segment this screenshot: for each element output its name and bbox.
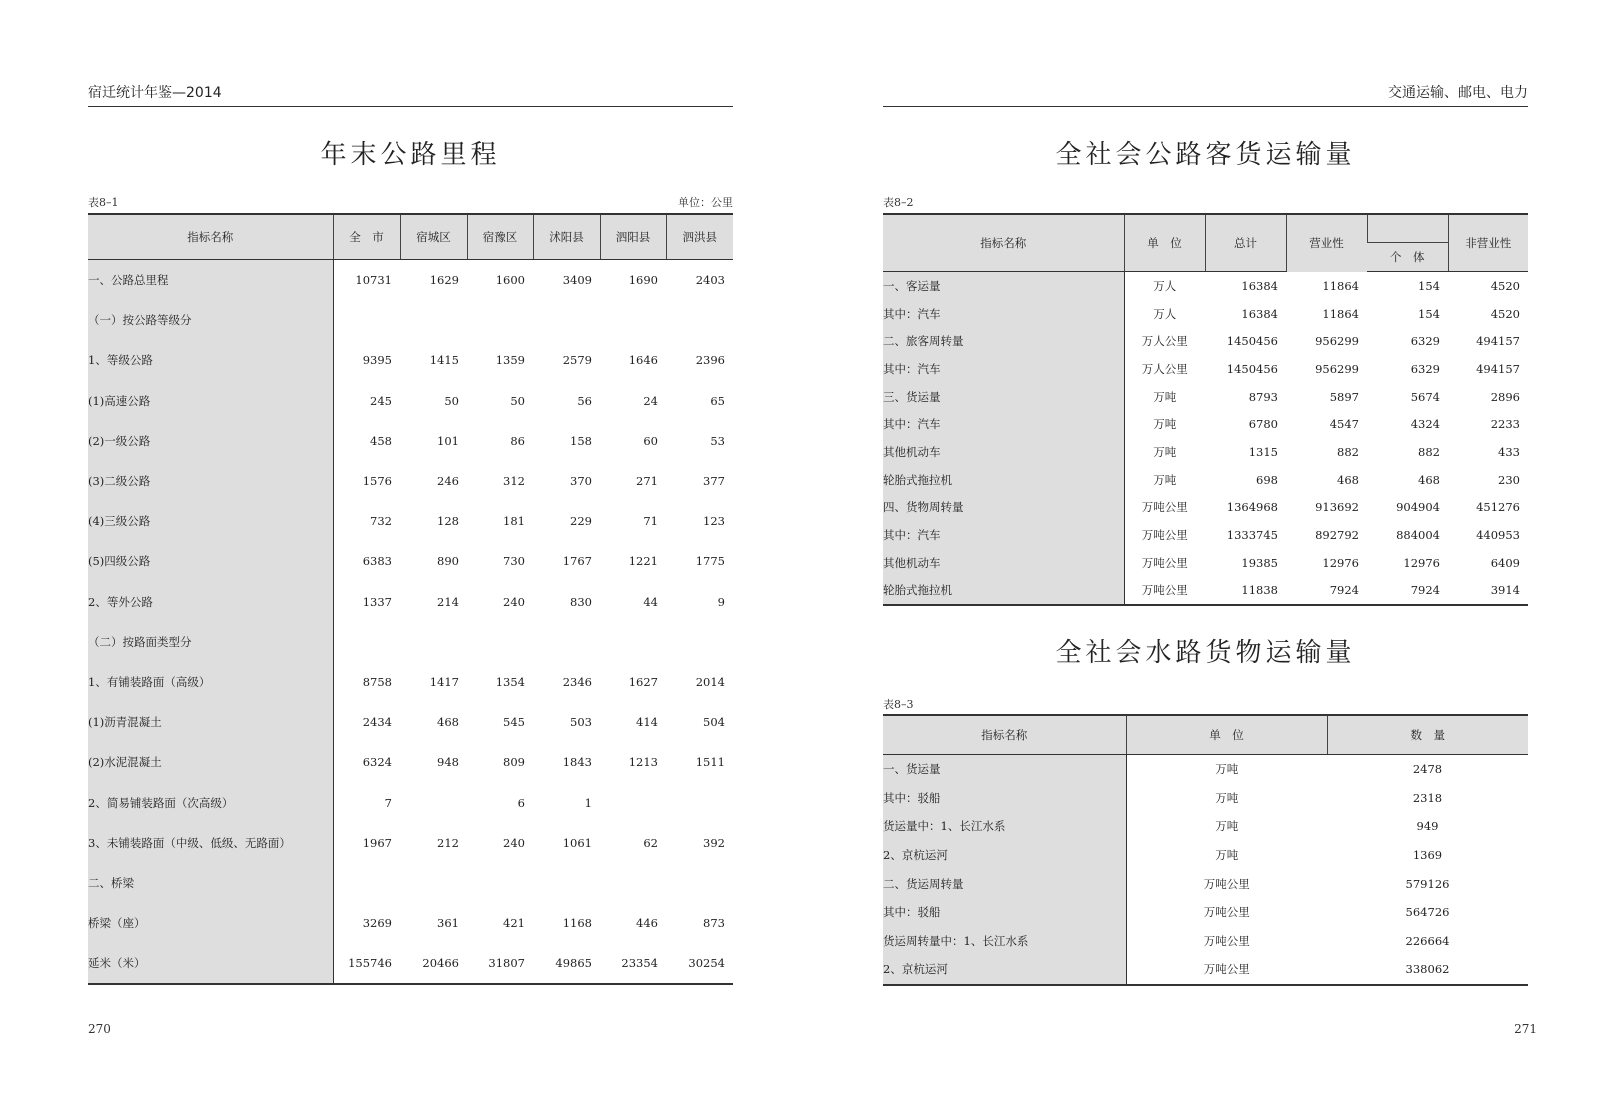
table-id-8-2: 表8–2 <box>883 196 914 209</box>
table-row <box>88 943 733 984</box>
cell-value: 30254 <box>688 956 725 971</box>
cell-value <box>666 782 733 822</box>
cell-value: 377 <box>703 474 725 489</box>
row-label: (4)三级公路 <box>88 501 333 541</box>
cell-value: 86 <box>510 433 525 448</box>
cell-value: 545 <box>503 715 525 730</box>
table-row <box>88 863 733 903</box>
row-label: 四、货物周转量 <box>883 494 1124 522</box>
cell-value: 3914 <box>1490 583 1520 598</box>
cell-value: 451276 <box>1476 500 1520 515</box>
row-label: 三、货运量 <box>883 383 1124 411</box>
table-row <box>883 755 1528 784</box>
table-row <box>88 541 733 581</box>
cell-value: 494157 <box>1476 334 1520 349</box>
cell-value: 9395 <box>362 353 392 368</box>
cell-unit: 万吨 <box>1153 389 1177 404</box>
cell-value: 698 <box>1256 472 1278 487</box>
table-row <box>883 577 1528 606</box>
page-number-left: 270 <box>88 1022 111 1036</box>
table-row <box>88 461 733 501</box>
page-title-road-transport: 全社会公路客货运输量 <box>1055 140 1356 170</box>
cell-unit: 万吨公里 <box>1141 583 1188 598</box>
cell-value: 24 <box>643 393 658 408</box>
cell-value: 873 <box>703 916 725 931</box>
cell-value: 730 <box>503 554 525 569</box>
cell-value: 31807 <box>488 956 525 971</box>
cell-unit: 万吨 <box>1215 762 1239 777</box>
cell-unit: 万吨 <box>1153 417 1177 432</box>
cell-value: 892792 <box>1315 528 1359 543</box>
table-row <box>88 300 733 340</box>
cell-value: 1415 <box>429 353 459 368</box>
table-row <box>88 260 733 301</box>
cell-value: 230 <box>1498 472 1520 487</box>
table-row <box>883 869 1528 898</box>
cell-value: 913692 <box>1315 500 1359 515</box>
cell-value <box>400 622 467 662</box>
header-blank <box>1367 214 1448 243</box>
cell-value: 433 <box>1498 444 1520 459</box>
cell-value: 1450456 <box>1226 361 1278 376</box>
cell-value: 11838 <box>1241 583 1278 598</box>
cell-value: 1450456 <box>1226 334 1278 349</box>
road-mileage-table <box>88 213 733 985</box>
cell-value: 2403 <box>695 273 725 288</box>
cell-unit: 万人公里 <box>1141 361 1188 376</box>
cell-unit: 万吨公里 <box>1203 962 1250 977</box>
table-row <box>883 355 1528 383</box>
cell-unit: 万吨公里 <box>1203 905 1250 920</box>
header-sucheng: 宿城区 <box>400 214 467 260</box>
cell-unit: 万吨公里 <box>1141 555 1188 570</box>
cell-value: 1576 <box>362 474 392 489</box>
table-row <box>88 622 733 662</box>
cell-value: 246 <box>437 474 459 489</box>
row-label: 2、京杭运河 <box>883 955 1126 985</box>
row-label: 1、等级公路 <box>88 340 333 380</box>
cell-value: 882 <box>1337 444 1359 459</box>
cell-unit: 万吨 <box>1153 472 1177 487</box>
cell-value: 7924 <box>1410 583 1440 598</box>
cell-value <box>400 863 467 903</box>
cell-value: 154 <box>1418 306 1440 321</box>
table-row <box>883 927 1528 956</box>
cell-value: 3409 <box>562 273 592 288</box>
cell-value: 1213 <box>628 755 658 770</box>
cell-value: 1775 <box>695 554 725 569</box>
row-label: 轮胎式拖拉机 <box>883 577 1124 606</box>
cell-value: 4520 <box>1490 306 1520 321</box>
cell-value: 53 <box>710 433 725 448</box>
cell-value: 1369 <box>1412 848 1443 863</box>
cell-value: 1061 <box>562 835 592 850</box>
cell-value: 60 <box>643 433 658 448</box>
table-row <box>883 955 1528 985</box>
header-commercial: 营业性 <box>1286 214 1367 272</box>
table-row <box>88 501 733 541</box>
cell-value: 458 <box>370 433 392 448</box>
row-label: 其中：汽车 <box>883 521 1124 549</box>
cell-value: 956299 <box>1315 334 1359 349</box>
cell-value: 271 <box>636 474 658 489</box>
cell-value <box>533 300 600 340</box>
cell-value: 468 <box>1418 472 1440 487</box>
row-label: 其他机动车 <box>883 438 1124 466</box>
cell-value: 101 <box>437 433 459 448</box>
row-label: 二、货运周转量 <box>883 869 1126 898</box>
row-label: 其中：驳船 <box>883 898 1126 927</box>
cell-value: 1600 <box>495 273 525 288</box>
cell-value: 1629 <box>429 273 459 288</box>
header-shuyang: 沭阳县 <box>533 214 600 260</box>
row-label: 延米（米） <box>88 943 333 984</box>
cell-value: 1337 <box>362 594 392 609</box>
row-label: 2、等外公路 <box>88 582 333 622</box>
row-label: 货运量中：1、长江水系 <box>883 812 1126 841</box>
road-transport-table <box>883 213 1528 606</box>
cell-value: 181 <box>503 514 525 529</box>
cell-value: 4547 <box>1329 417 1359 432</box>
cell-value <box>333 622 400 662</box>
table-id-8-1: 表8–1 <box>88 196 119 209</box>
cell-value: 4520 <box>1490 278 1520 293</box>
cell-value: 240 <box>503 835 525 850</box>
cell-value: 1221 <box>628 554 658 569</box>
cell-value: 2318 <box>1412 790 1443 805</box>
cell-value: 809 <box>503 755 525 770</box>
cell-value: 948 <box>437 755 459 770</box>
cell-value: 158 <box>570 433 592 448</box>
cell-value: 245 <box>370 393 392 408</box>
row-label: 2、简易铺装路面（次高级） <box>88 782 333 822</box>
cell-value: 414 <box>636 715 658 730</box>
cell-value: 4324 <box>1410 417 1440 432</box>
cell-value: 312 <box>503 474 525 489</box>
cell-value: 1690 <box>628 273 658 288</box>
cell-value: 19385 <box>1241 555 1278 570</box>
cell-value: 494157 <box>1476 361 1520 376</box>
cell-value: 7924 <box>1329 583 1359 598</box>
row-label: 其中：汽车 <box>883 300 1124 328</box>
cell-value: 904904 <box>1396 500 1440 515</box>
table-row <box>883 300 1528 328</box>
cell-value: 154 <box>1418 278 1440 293</box>
cell-value: 1511 <box>695 755 725 770</box>
cell-value: 12976 <box>1403 555 1440 570</box>
cell-value: 949 <box>1416 819 1439 834</box>
table-row <box>883 898 1528 927</box>
row-label: 一、客运量 <box>883 272 1124 300</box>
table-row <box>883 410 1528 438</box>
cell-value <box>400 782 467 822</box>
cell-value <box>600 863 666 903</box>
cell-value: 2346 <box>562 674 592 689</box>
cell-value: 446 <box>636 916 658 931</box>
cell-value: 2233 <box>1490 417 1520 432</box>
cell-value: 6329 <box>1410 361 1440 376</box>
cell-unit: 万人 <box>1153 278 1177 293</box>
cell-value: 421 <box>503 916 525 931</box>
cell-value: 2478 <box>1412 762 1443 777</box>
cell-value: 2579 <box>562 353 592 368</box>
cell-value: 20466 <box>422 956 459 971</box>
cell-value: 212 <box>437 835 459 850</box>
header-unit: 单 位 <box>1126 715 1327 755</box>
header-unit: 单 位 <box>1124 214 1205 272</box>
cell-value: 1967 <box>362 835 392 850</box>
cell-value: 9 <box>717 594 725 609</box>
table-row <box>883 327 1528 355</box>
row-label: 1、有铺装路面（高级） <box>88 662 333 702</box>
header-quantity: 数 量 <box>1327 715 1528 755</box>
cell-value: 1168 <box>562 916 592 931</box>
cell-value <box>333 300 400 340</box>
row-label: 桥梁（座） <box>88 903 333 943</box>
header-non-commercial: 非营业性 <box>1448 214 1528 272</box>
water-transport-table <box>883 714 1528 986</box>
cell-value: 504 <box>703 715 725 730</box>
cell-value: 1359 <box>495 353 525 368</box>
cell-unit: 万吨 <box>1215 848 1239 863</box>
cell-value <box>467 300 533 340</box>
cell-value <box>600 300 666 340</box>
cell-value: 3269 <box>362 916 392 931</box>
cell-value: 1 <box>584 795 592 810</box>
cell-value: 11864 <box>1322 306 1359 321</box>
table-row <box>88 782 733 822</box>
cell-value: 2396 <box>695 353 725 368</box>
cell-value: 6383 <box>362 554 392 569</box>
cell-value: 5897 <box>1329 389 1359 404</box>
table-header-row <box>88 214 733 260</box>
cell-value: 1627 <box>628 674 658 689</box>
cell-value: 50 <box>444 393 459 408</box>
cell-value: 338062 <box>1405 962 1450 977</box>
row-label: （二）按路面类型分 <box>88 622 333 662</box>
cell-value: 44 <box>643 594 658 609</box>
cell-unit: 万吨 <box>1215 790 1239 805</box>
table-row <box>88 903 733 943</box>
cell-value: 6780 <box>1248 417 1278 432</box>
cell-value: 1315 <box>1248 444 1278 459</box>
header-suyu: 宿豫区 <box>467 214 533 260</box>
cell-value: 503 <box>570 715 592 730</box>
cell-value: 579126 <box>1405 876 1450 891</box>
cell-value: 1767 <box>562 554 592 569</box>
cell-value: 732 <box>370 514 392 529</box>
unit-label: 单位：公里 <box>678 196 733 209</box>
table-row <box>88 421 733 461</box>
cell-value: 155746 <box>348 956 392 971</box>
cell-value <box>666 622 733 662</box>
cell-value <box>666 300 733 340</box>
cell-value: 468 <box>1337 472 1359 487</box>
row-label: (5)四级公路 <box>88 541 333 581</box>
row-label: (2)一级公路 <box>88 421 333 461</box>
cell-value: 1354 <box>495 674 525 689</box>
header-total: 总计 <box>1205 214 1286 272</box>
cell-value <box>666 863 733 903</box>
row-label: 二、桥梁 <box>88 863 333 903</box>
table-row <box>88 381 733 421</box>
header-indicator: 指标名称 <box>883 715 1126 755</box>
cell-value: 884004 <box>1396 528 1440 543</box>
cell-value: 2434 <box>362 715 392 730</box>
row-label: 轮胎式拖拉机 <box>883 466 1124 494</box>
row-label: (2)水泥混凝土 <box>88 742 333 782</box>
table-id-8-3: 表8–3 <box>883 698 914 711</box>
cell-value: 956299 <box>1315 361 1359 376</box>
header-siyang: 泗阳县 <box>600 214 666 260</box>
running-head-right: 交通运输、邮电、电力 <box>883 84 1528 107</box>
header-indicator: 指标名称 <box>88 214 333 260</box>
row-label: 一、公路总里程 <box>88 260 333 301</box>
cell-unit: 万吨 <box>1153 444 1177 459</box>
row-label: 2、京杭运河 <box>883 841 1126 870</box>
cell-value: 6409 <box>1490 555 1520 570</box>
row-label: （一）按公路等级分 <box>88 300 333 340</box>
cell-value: 49865 <box>555 956 592 971</box>
row-label: (3)二级公路 <box>88 461 333 501</box>
table-row <box>883 466 1528 494</box>
cell-unit: 万吨公里 <box>1141 500 1188 515</box>
cell-unit: 万吨公里 <box>1203 876 1250 891</box>
table-row <box>88 582 733 622</box>
cell-value: 240 <box>503 594 525 609</box>
cell-value <box>533 863 600 903</box>
table-row <box>883 494 1528 522</box>
cell-unit: 万人公里 <box>1141 334 1188 349</box>
cell-value: 830 <box>570 594 592 609</box>
header-city-total: 全 市 <box>333 214 400 260</box>
table-row <box>883 438 1528 466</box>
header-indicator: 指标名称 <box>883 214 1124 272</box>
cell-value: 16384 <box>1241 306 1278 321</box>
cell-value: 1333745 <box>1226 528 1278 543</box>
cell-value: 226664 <box>1405 933 1450 948</box>
row-label: (1)高速公路 <box>88 381 333 421</box>
table-row <box>88 662 733 702</box>
table-header-row <box>883 214 1528 243</box>
cell-unit: 万吨 <box>1215 819 1239 834</box>
cell-value: 214 <box>437 594 459 609</box>
cell-value: 6 <box>517 795 525 810</box>
cell-value: 6329 <box>1410 334 1440 349</box>
cell-value: 50 <box>510 393 525 408</box>
cell-value: 71 <box>643 514 658 529</box>
cell-value: 1364968 <box>1226 500 1278 515</box>
row-label: 3、未铺装路面（中级、低级、无路面） <box>88 823 333 863</box>
cell-value: 361 <box>437 916 459 931</box>
table-row <box>88 702 733 742</box>
cell-value: 8758 <box>362 674 392 689</box>
cell-value: 440953 <box>1476 528 1520 543</box>
cell-value <box>467 622 533 662</box>
cell-value: 229 <box>570 514 592 529</box>
cell-value: 11864 <box>1322 278 1359 293</box>
cell-value <box>600 622 666 662</box>
table-row <box>883 549 1528 577</box>
row-label: 其中：驳船 <box>883 784 1126 813</box>
cell-value: 392 <box>703 835 725 850</box>
cell-value: 8793 <box>1248 389 1278 404</box>
table-row <box>883 521 1528 549</box>
cell-value: 62 <box>643 835 658 850</box>
cell-value: 468 <box>437 715 459 730</box>
table-row <box>883 812 1528 841</box>
table-row <box>88 340 733 380</box>
table-row <box>883 272 1528 300</box>
cell-value: 2896 <box>1490 389 1520 404</box>
cell-value: 370 <box>570 474 592 489</box>
cell-value: 56 <box>577 393 592 408</box>
page-title-road-mileage: 年末公路里程 <box>320 140 501 170</box>
header-sihong: 泗洪县 <box>666 214 733 260</box>
cell-value <box>333 863 400 903</box>
page-title-water-transport: 全社会水路货物运输量 <box>1055 638 1356 668</box>
row-label: (1)沥青混凝土 <box>88 702 333 742</box>
cell-value: 5674 <box>1410 389 1440 404</box>
cell-unit: 万人 <box>1153 306 1177 321</box>
running-head-left: 宿迁统计年鉴—2014 <box>88 84 733 107</box>
row-label: 其中：汽车 <box>883 410 1124 438</box>
row-label: 一、货运量 <box>883 755 1126 784</box>
cell-value: 10731 <box>355 273 392 288</box>
cell-value: 16384 <box>1241 278 1278 293</box>
row-label: 货运周转量中：1、长江水系 <box>883 927 1126 956</box>
cell-value: 1646 <box>628 353 658 368</box>
cell-value: 123 <box>703 514 725 529</box>
table-header-row <box>883 715 1528 755</box>
row-label: 其中：汽车 <box>883 355 1124 383</box>
header-individual: 个 体 <box>1367 243 1448 272</box>
cell-value: 564726 <box>1405 905 1450 920</box>
cell-value: 23354 <box>621 956 658 971</box>
table-row <box>883 784 1528 813</box>
cell-value: 12976 <box>1322 555 1359 570</box>
row-label: 其他机动车 <box>883 549 1124 577</box>
cell-unit: 万吨公里 <box>1141 528 1188 543</box>
table-row <box>88 823 733 863</box>
cell-value <box>533 622 600 662</box>
table-row <box>88 742 733 782</box>
cell-value: 128 <box>437 514 459 529</box>
cell-value: 890 <box>437 554 459 569</box>
cell-value <box>467 863 533 903</box>
page-number-right: 271 <box>1514 1022 1537 1036</box>
cell-value: 65 <box>710 393 725 408</box>
row-label: 二、旅客周转量 <box>883 327 1124 355</box>
cell-value: 1417 <box>429 674 459 689</box>
cell-value: 2014 <box>695 674 725 689</box>
cell-value: 1843 <box>562 755 592 770</box>
cell-value <box>400 300 467 340</box>
cell-value: 7 <box>384 795 392 810</box>
cell-value <box>600 782 666 822</box>
table-row <box>883 383 1528 411</box>
cell-value: 882 <box>1418 444 1440 459</box>
cell-value: 6324 <box>362 755 392 770</box>
table-row <box>883 841 1528 870</box>
cell-unit: 万吨公里 <box>1203 933 1250 948</box>
